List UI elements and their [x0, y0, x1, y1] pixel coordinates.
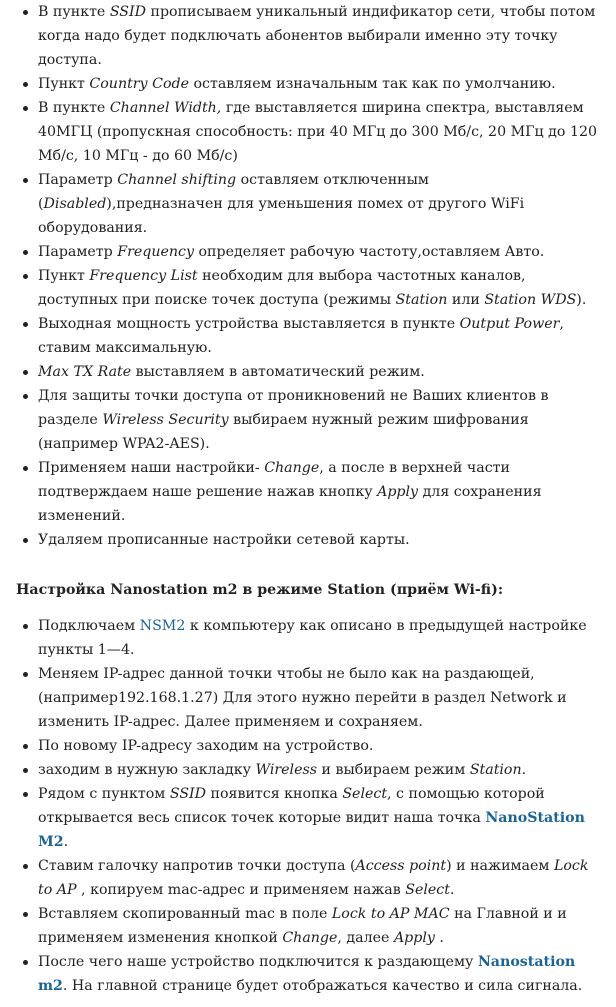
text-run: заходим в нужную закладку: [38, 762, 256, 778]
list-item: [16, 240, 604, 264]
text-run: выбираем нужный режим шифрования (например WPA2-AES).: [38, 412, 529, 452]
text-run: Параметр: [38, 244, 118, 260]
list-item: [16, 662, 604, 734]
list-item: [16, 614, 604, 662]
text-run: Вставляем скопированный mac в поле: [38, 906, 332, 922]
text-run: , а после в верхней части подтверждаем наше решение нажав кнопку: [38, 460, 510, 500]
settings-list: [16, 0, 604, 552]
text-run: выставляем в автоматический режим.: [131, 364, 425, 380]
italic-term: Channel shifting: [117, 172, 237, 188]
italic-term: Station: [395, 292, 448, 308]
text-run: Для защиты точки доступа от проникновений не Ваших клиентов в разделе: [38, 388, 549, 428]
italic-term: Frequency: [117, 244, 194, 260]
text-run: Подключаем: [38, 618, 140, 634]
inline-link[interactable]: Nanostation m2: [38, 954, 576, 994]
text-run: . На главной странице будет отображаться качество и сила сигнала.: [62, 978, 583, 994]
text-run: или: [447, 292, 485, 308]
italic-term: Lock to AP: [38, 858, 589, 898]
list-item: [16, 72, 604, 96]
text-run: Рядом с пунктом: [38, 786, 170, 802]
text-run: определяет рабочую частоту,оставляем Авто.: [194, 244, 545, 260]
list-item: [16, 854, 604, 902]
italic-term: Station: [469, 762, 522, 778]
italic-term: Station WDS: [484, 292, 577, 308]
text-run: .: [434, 930, 444, 946]
station-steps-list: [16, 614, 604, 998]
list-item: [16, 782, 604, 854]
text-run: После чего наше устройство подключится к раздающему: [38, 954, 478, 970]
text-run: на Главной и и применяем изменения кнопкой: [38, 906, 567, 946]
text-run: По новому IP-адресу заходим на устройство.: [38, 738, 374, 754]
text-run: Удаляем прописанные настройки сетевой карты.: [38, 532, 410, 548]
list-item: [16, 312, 604, 360]
list-item: [16, 264, 604, 312]
inline-link[interactable]: NanoStation M2: [38, 810, 585, 850]
italic-term: Channel Width,: [109, 100, 222, 116]
text-run: Пункт: [38, 268, 90, 284]
text-run: для сохранения изменений.: [38, 484, 542, 524]
text-run: Меняем IP-адрес данной точки чтобы не было как на раздающей, (например192.168.1.27) Для этого нужно перейти в раздел Network и изменить IP-адрес. Далее применяем и сохраняем.: [38, 666, 567, 730]
italic-term: Disabled: [43, 196, 107, 212]
text-run: Пункт: [38, 76, 90, 92]
italic-term: Frequency List: [89, 268, 198, 284]
text-run: , копируем mac-адрес и применяем нажав: [76, 882, 406, 898]
italic-term: Country Code: [89, 76, 189, 92]
italic-term: Change: [282, 930, 338, 946]
italic-term: Change: [264, 460, 320, 476]
text-run: .: [521, 762, 527, 778]
text-run: где выставляется ширина спектра, выставляем 40МГЦ (пропускная способность: при 40 МГц до 300 Мб/с, 20 МГц до 120 Мб/с, 10 МГц - до 60 Мб/с): [38, 100, 598, 164]
text-run: Применяем наши настройки-: [38, 460, 265, 476]
list-item: [16, 950, 604, 998]
text-run: Ставим галочку напротив точки доступа (: [38, 858, 356, 874]
text-run: к компьютеру как описано в предыдущей настройке пункты 1—4.: [38, 618, 587, 658]
text-run: оставляем отключенным (: [38, 172, 429, 212]
text-run: .: [63, 834, 69, 850]
list-item: [16, 96, 604, 168]
italic-term: Apply: [377, 484, 419, 500]
italic-term: Output Power: [459, 316, 560, 332]
list-item: [16, 456, 604, 528]
text-run: .: [449, 882, 455, 898]
italic-term: Select: [342, 786, 388, 802]
italic-term: Wireless: [255, 762, 318, 778]
text-run: появится кнопка: [206, 786, 343, 802]
text-run: прописываем уникальный индификатор сети, чтобы потом когда надо будет подключать абонентов выбирали именно эту точку доступа.: [38, 4, 596, 68]
text-run: , с помощью которой открывается весь список точек которые видит наша точка: [38, 786, 545, 826]
text-run: В пункте: [38, 4, 110, 20]
italic-term: Wireless Security: [102, 412, 229, 428]
list-item: [16, 902, 604, 950]
list-item: [16, 758, 604, 782]
italic-term: SSID: [109, 4, 146, 20]
text-run: В пункте: [38, 100, 110, 116]
section-heading: Настройка Nanostation m2 в режиме Station (приём Wi-fi):: [16, 582, 504, 598]
text-run: , ставим максимальную.: [38, 316, 564, 356]
text-run: и выбираем режим: [317, 762, 470, 778]
italic-term: Max TX Rate: [38, 364, 132, 380]
text-run: необходим для выбора частотных каналов, доступных при поиске точек доступа (режимы: [38, 268, 526, 308]
italic-term: Select: [405, 882, 450, 898]
text-run: ),предназначен для уменьшения помех от другого WiFi оборудования.: [38, 196, 525, 236]
text-run: , далее: [337, 930, 394, 946]
list-item: [16, 360, 604, 384]
text-run: ) и нажимаем: [446, 858, 554, 874]
list-item: [16, 0, 604, 72]
text-run: Параметр: [38, 172, 118, 188]
inline-link[interactable]: NSM2: [139, 618, 186, 634]
italic-term: Apply: [393, 930, 435, 946]
list-item: [16, 734, 604, 758]
list-item: [16, 528, 604, 552]
text-run: ).: [576, 292, 587, 308]
list-item: [16, 384, 604, 456]
text-run: оставляем изначальным так как по умолчанию.: [188, 76, 556, 92]
italic-term: SSID: [169, 786, 207, 802]
italic-term: Access point: [355, 858, 447, 874]
list-item: [16, 168, 604, 240]
text-run: Выходная мощность устройства выставляется в пункте: [38, 316, 460, 332]
italic-term: Lock to AP MAC: [331, 906, 450, 922]
